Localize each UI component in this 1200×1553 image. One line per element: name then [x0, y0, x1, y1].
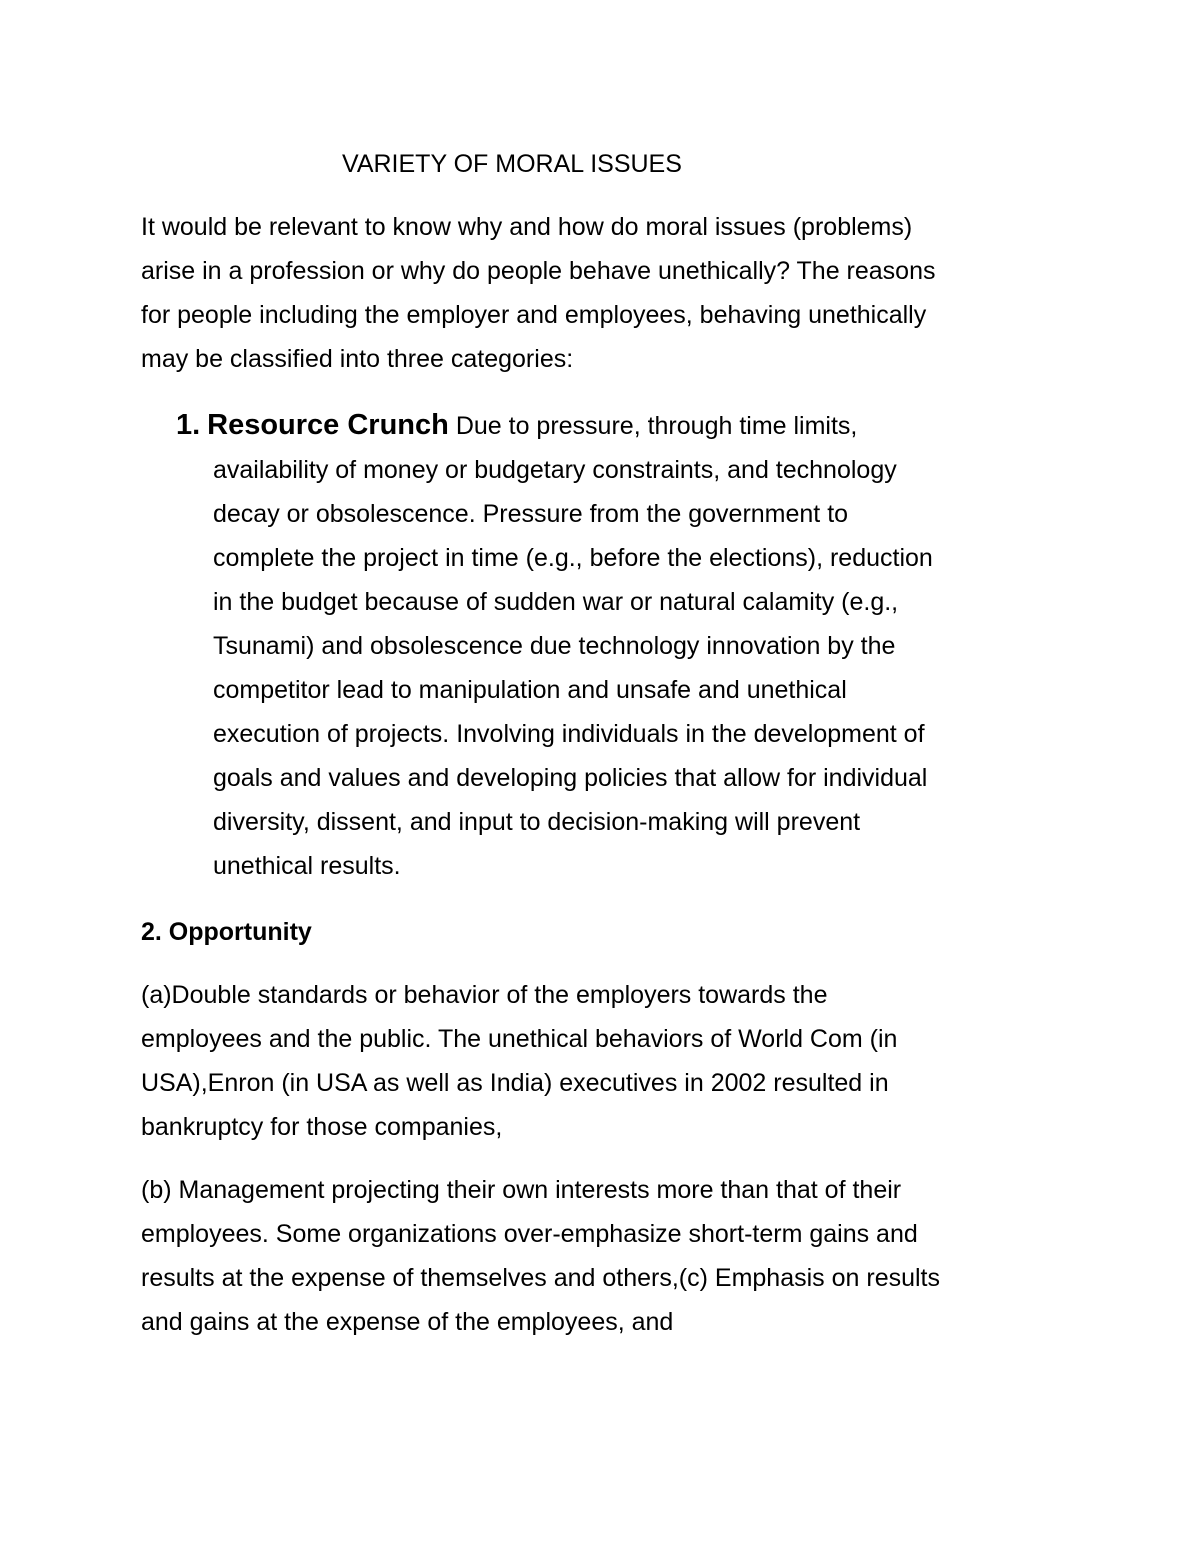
- intro-line: arise in a profession or why do people behave unethically? The reasons: [141, 257, 936, 285]
- intro-line: for people including the employer and employees, behaving unethically: [141, 301, 927, 329]
- item1-line: unethical results.: [213, 852, 401, 880]
- para-b-line: (b) Management projecting their own interests more than that of their: [141, 1176, 902, 1204]
- item1-first-line: [176, 403, 1076, 448]
- item2-heading: 2. Opportunity: [141, 918, 312, 946]
- item1-number: 1.: [176, 409, 201, 441]
- item1-heading: Resource Crunch: [207, 409, 449, 441]
- para-a-line: bankruptcy for those companies,: [141, 1113, 503, 1141]
- para-b-line: employees. Some organizations over-emphasize short-term gains and: [141, 1220, 918, 1248]
- page-title: VARIETY OF MORAL ISSUES: [342, 150, 682, 178]
- item1-first-line-text: Due to pressure, through time limits,: [448, 412, 858, 440]
- intro-line: may be classified into three categories:: [141, 345, 574, 373]
- item1-line: diversity, dissent, and input to decision-making will prevent: [213, 808, 861, 836]
- para-a-line: (a)Double standards or behavior of the employers towards the: [141, 981, 828, 1009]
- para-a-line: USA),Enron (in USA as well as India) executives in 2002 resulted in: [141, 1069, 889, 1097]
- intro-paragraph: [141, 205, 1071, 381]
- para-b-line: results at the expense of themselves and others,(c) Emphasis on results: [141, 1264, 940, 1292]
- intro-line: It would be relevant to know why and how do moral issues (problems): [141, 213, 913, 241]
- para-a-line: employees and the public. The unethical behaviors of World Com (in: [141, 1025, 898, 1053]
- item1-line: competitor lead to manipulation and unsafe and unethical: [213, 676, 847, 704]
- paragraph-b: [141, 1168, 1071, 1344]
- item1-line: goals and values and developing policies that allow for individual: [213, 764, 928, 792]
- item1-line: Tsunami) and obsolescence due technology innovation by the: [213, 632, 896, 660]
- item1-line: availability of money or budgetary constraints, and technology: [213, 456, 897, 484]
- para-b-line: and gains at the expense of the employees, and: [141, 1308, 674, 1336]
- item1-line: in the budget because of sudden war or natural calamity (e.g.,: [213, 588, 899, 616]
- paragraph-a: [141, 973, 1071, 1149]
- item1-line: decay or obsolescence. Pressure from the government to: [213, 500, 849, 528]
- item1-line: complete the project in time (e.g., before the elections), reduction: [213, 544, 933, 572]
- list-item-resource-crunch: [176, 403, 1076, 888]
- item1-line: execution of projects. Involving individuals in the development of: [213, 720, 925, 748]
